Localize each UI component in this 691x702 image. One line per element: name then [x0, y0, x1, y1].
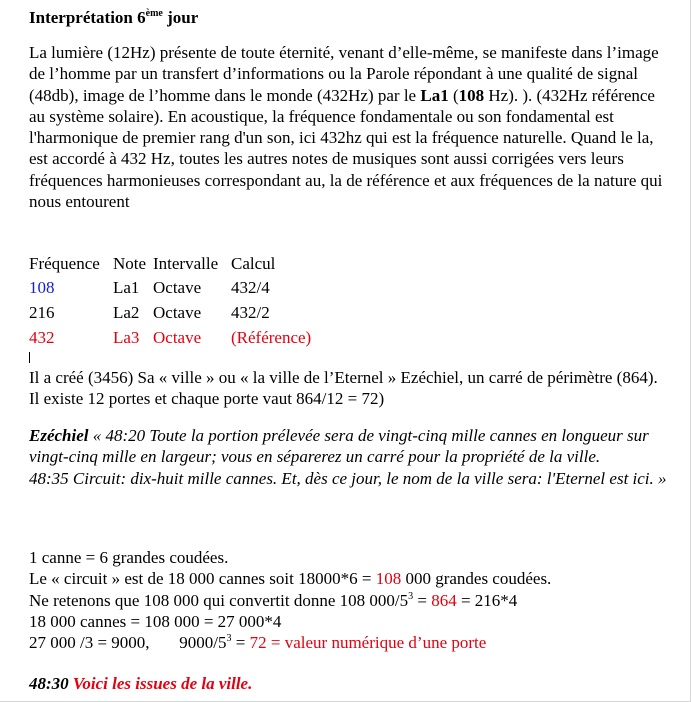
cell-interval: Octave	[153, 303, 202, 322]
cell-calc: (Référence)	[231, 328, 312, 347]
calc-line: 27 000 /3 = 9000, $9000/5^3 = 72$ = valeur numérique d’une porte	[29, 633, 487, 653]
calc-line: Le « circuit » est de 18 000 cannes soit 18000*6 = 108 000 grandes coudées.	[29, 569, 552, 589]
cell-calc: 432/4	[231, 278, 270, 297]
cell-note: La1	[113, 278, 140, 297]
cell-interval: Octave	[153, 278, 202, 297]
frequency-table	[29, 253, 315, 350]
table-row	[29, 300, 315, 325]
header-intervalle: Intervalle	[153, 254, 219, 273]
table-header-row	[29, 253, 315, 275]
calc-line: 1 canne = 6 grandes coudées.	[29, 548, 229, 567]
text-cursor[interactable]	[29, 352, 30, 363]
verse-heading: 48:30 Voici les issues de la ville.	[29, 674, 253, 693]
cell-note: La3	[113, 328, 140, 347]
cell-calc: 432/2	[231, 303, 270, 322]
cell-note: La2	[113, 303, 140, 322]
table-row	[29, 325, 315, 350]
cell-frequency: 432	[29, 328, 55, 347]
header-frequence: Fréquence	[29, 254, 100, 273]
ezekiel-quote: Ezéchiel « 48:20 Toute la portion prélevée sera de vingt-cinq mille cannes en longueur sur vingt-cinq mille en largeur; vous en séparerez un carré pour la propriété de la ville. 48:35 Circuit: dix-huit mille cannes. Et, dès ce jour, le nom de la ville sera: l'Eternel est ici. »	[29, 426, 667, 488]
section-title: Interprétation 6ème jour	[29, 8, 199, 27]
city-paragraph: Il a créé (3456) Sa « ville » ou « la ville de l’Eternel » Ezéchiel, un carré de périmètre (864). Il existe 12 portes et chaque porte vaut 864/12 = 72)	[29, 368, 658, 409]
table-row	[29, 275, 315, 300]
interpretation-paragraph: La lumière (12Hz) présente de toute éternité, venant d’elle-même, se manifeste dans l’image de l’homme par un transfert d’informations ou la Parole répondant à une qualité de signal (48db), image de l’homme dans le monde (432Hz) par le La1 (108 Hz). ). (432Hz référence au système solaire). En acoustique, la fréquence fondamentale ou son fondamental est l'harmonique de premier rang d'un son, ici 432hz qui est la fréquence naturelle. Quand le la, est accordé à 432 Hz, toutes les autres notes de musiques sont aussi corrigées vers leurs fréquences harmonieuses correspondant au, la de référence et aux fréquences de la nature qui nous entourent	[29, 43, 663, 212]
header-calcul: Calcul	[231, 254, 276, 273]
calc-line: Ne retenons que 108 000 qui convertit donne 108 $000/5^3 = 864 = 216*4$	[29, 590, 518, 610]
cell-frequency: 216	[29, 303, 55, 322]
cell-interval: Octave	[153, 328, 202, 347]
calc-line: 18 000 cannes = 108 000 = 27 000*4	[29, 611, 282, 631]
header-note: Note	[113, 254, 147, 273]
calculation-block	[29, 547, 669, 653]
cell-frequency: 108	[29, 278, 55, 297]
